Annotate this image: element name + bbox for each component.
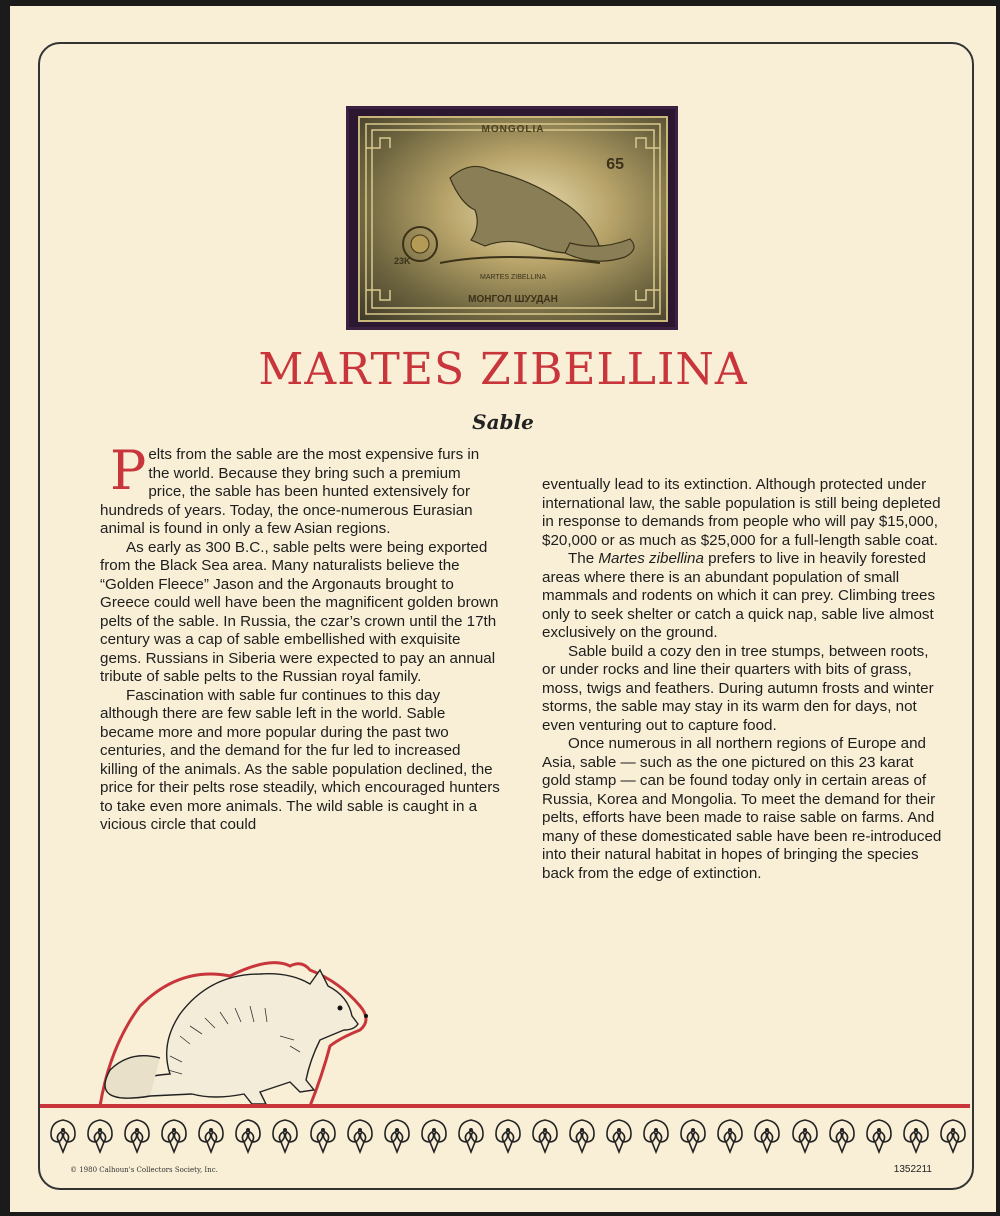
paragraph-text: prefers to live in heavily forested areas where there is an abundant population of small mammals and rodents on which it can prey. Climbing trees only to seek shelter or catch a quick nap, sable live almost exclusively on the ground. (542, 550, 936, 641)
page-subtitle: Sable (472, 410, 534, 434)
ornament-icon (308, 1116, 338, 1156)
paragraph-text: elts from the sable are the most expensive furs in the world. Because they bring such a premium price, the sable has been hunted extensively for hundreds of years. Today, the once-numerous Eurasian animal is found in only a few Asian regions. (100, 446, 480, 537)
paragraph: Sable build a cozy den in tree stumps, between roots, or under rocks and line their quarters with bits of grass, moss, twigs and feathers. During autumn frosts and winter storms, the sable may stay in its warm den for days, not even venturing out to capture food. (542, 642, 934, 734)
ornament-icon (345, 1116, 375, 1156)
stamp-face (358, 116, 668, 322)
ornament-icon (159, 1116, 189, 1156)
stamp-country: MONGOLIA (481, 124, 545, 135)
paragraph (100, 439, 500, 539)
ornament-icon (715, 1116, 745, 1156)
sable-illustration (40, 946, 400, 1116)
ornament-icon (938, 1116, 968, 1156)
sable-stamp-illustration (360, 118, 666, 320)
paragraph-text: The (568, 550, 599, 567)
ornament-icon (85, 1116, 115, 1156)
ornament-icon (752, 1116, 782, 1156)
ornament-icon (493, 1116, 523, 1156)
stamp-karat: 23K (394, 256, 411, 266)
ornament-icon (419, 1116, 449, 1156)
stamp-value: 65 (606, 156, 624, 173)
text-column-left (100, 439, 500, 835)
ornament-icon (827, 1116, 857, 1156)
paragraph: eventually lead to its extinction. Although protected under international law, the sable population is still being depleted in response to demands from people who will pay $15,000, $20,000 or as much as $25,000 for a full-length sable coat. (542, 476, 941, 549)
ornament-icon (864, 1116, 894, 1156)
ornament-icon (270, 1116, 300, 1156)
ornament-border (48, 1116, 968, 1162)
paragraph: Fascination with sable fur continues to this day although there are few sable left in the world. Sable became more and more popular during the past two centuries, and the demand for the fur led to increased killing of the animals. As the sable population declined, the price for their pelts rose steadily, which encouraged hunters to take even more animals. The wild sable is caught in a vicious circle that could (100, 686, 500, 833)
paragraph (542, 550, 942, 643)
paragraph: As early as 300 B.C., sable pelts were being exported from the Black Sea area. Many naturalists believe the “Golden Fleece” Jason and the Argonauts brought to Greece could well have been the magnificent golden brown pelts of the sable. In Russia, the czar’s crown until the 17th century was a cap of sable embellished with exquisite gems. Russians in Siberia were expected to pay an annual tribute of sable pelts to the Russian royal family. (100, 538, 499, 685)
ornament-icon (790, 1116, 820, 1156)
text-column-right (542, 476, 942, 883)
ornament-icon (530, 1116, 560, 1156)
copyright-notice: © 1980 Calhoun's Collectors Society, Inc. (70, 1166, 218, 1174)
page-code: 1352211 (893, 1164, 932, 1175)
species-name: Martes zibellina (598, 550, 704, 567)
ornament-icon (196, 1116, 226, 1156)
ornament-icon (48, 1116, 78, 1156)
paragraph: Once numerous in all northern regions of Europe and Asia, sable — such as the one pictured on this 23 karat gold stamp — can be found today only in certain areas of Russia, Korea and Mongolia. To meet the demand for their pelts, efforts have been made to raise sable on farms. And many of these domesticated sable have been re-introduced into their natural habitat in hopes of bringing the species back from the edge of extinction. (542, 735, 942, 882)
ornament-icon (233, 1116, 263, 1156)
ornament-icon (678, 1116, 708, 1156)
ornament-icon (901, 1116, 931, 1156)
gold-stamp (346, 106, 678, 330)
ornament-icon (122, 1116, 152, 1156)
drop-cap: P (110, 439, 147, 502)
ornament-icon (382, 1116, 412, 1156)
stamp-caption: MARTES ZIBELLINA (479, 274, 546, 281)
ornament-icon (456, 1116, 486, 1156)
ornament-icon (567, 1116, 597, 1156)
page-title: MARTES ZIBELLINA (258, 344, 748, 395)
stamp-bottom-text: МОНГОЛ ШУУДАН (468, 294, 558, 305)
ornament-icon (604, 1116, 634, 1156)
ornament-icon (641, 1116, 671, 1156)
footer-rule (40, 1104, 970, 1108)
album-page (10, 6, 996, 1212)
